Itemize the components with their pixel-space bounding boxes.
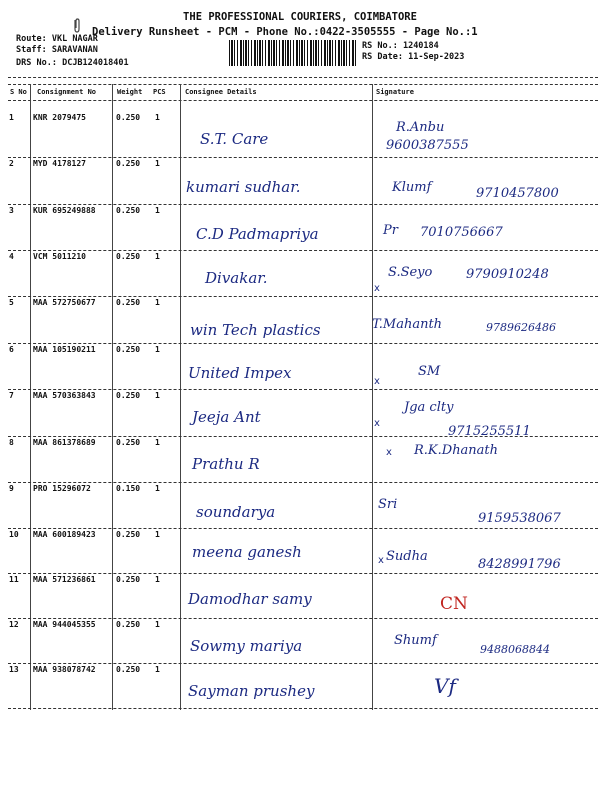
tick-mark: x [378, 555, 384, 566]
table-row [0, 433, 600, 479]
tick-mark: x [386, 447, 392, 458]
row-pcs: 1 [155, 298, 160, 307]
consignee-handwriting: meena ganesh [192, 543, 302, 561]
row-sno: 10 [9, 530, 19, 539]
header-divider [8, 77, 598, 78]
consignee-handwriting: Prathu R [192, 455, 260, 473]
consignee-handwriting: Divakar. [205, 269, 268, 287]
row-pcs: 1 [155, 159, 160, 168]
column-header-consignment: Consignment No [37, 88, 97, 96]
phone-handwriting: 9790910248 [466, 267, 549, 282]
row-consignment-no: MAA 105190211 [33, 345, 96, 354]
consignee-handwriting: C.D Padmapriya [196, 225, 319, 243]
rs-date-label: RS Date: [362, 52, 403, 62]
row-consignment-no: KUR 695249888 [33, 206, 96, 215]
runsheet-title: Delivery Runsheet - PCM - Phone No.:0422-3505555 - Page No.:1 [92, 26, 478, 38]
signature-handwriting: Sudha [386, 549, 428, 564]
row-weight: 0.250 [116, 575, 141, 584]
phone-handwriting: 9600387555 [386, 138, 469, 153]
consignee-handwriting: United Impex [188, 364, 292, 382]
row-sno: 6 [9, 345, 14, 354]
row-weight: 0.250 [116, 298, 141, 307]
row-sno: 13 [9, 665, 19, 674]
row-weight: 0.250 [116, 438, 141, 447]
consignee-handwriting: S.T. Care [200, 130, 269, 148]
signature-handwriting: CN [440, 594, 468, 614]
phone-handwriting: 7010756667 [420, 225, 503, 240]
row-weight: 0.250 [116, 159, 141, 168]
row-pcs: 1 [155, 252, 160, 261]
consignee-handwriting: win Tech plastics [190, 321, 321, 339]
row-consignment-no: MYD 4178127 [33, 159, 86, 168]
column-header-pcs: PCS [153, 88, 166, 96]
table-row [0, 479, 600, 525]
phone-handwriting: 9715255511 [448, 424, 531, 439]
consignee-handwriting: soundarya [196, 503, 276, 521]
column-header-signature: Signature [376, 88, 414, 96]
row-weight: 0.250 [116, 391, 141, 400]
row-sno: 5 [9, 298, 14, 307]
consignee-handwriting: kumari sudhar. [186, 178, 301, 196]
row-pcs: 1 [155, 530, 160, 539]
drs-value: DCJB124018401 [62, 58, 129, 68]
table-row [0, 570, 600, 616]
signature-handwriting: T.Mahanth [372, 317, 443, 332]
row-weight: 0.250 [116, 206, 141, 215]
signature-handwriting: Shumf [394, 633, 437, 648]
row-sno: 11 [9, 575, 19, 584]
drs-line [16, 58, 129, 68]
tick-mark: x [374, 283, 380, 294]
row-sno: 8 [9, 438, 14, 447]
table-row [0, 386, 600, 439]
tick-mark: x [374, 418, 380, 429]
signature-handwriting: Jga clty [404, 400, 454, 415]
staff-line [16, 45, 98, 55]
row-sno: 9 [9, 484, 14, 493]
consignee-handwriting: Sowmy mariya [190, 637, 303, 655]
row-pcs: 1 [155, 438, 160, 447]
signature-handwriting: Vf [434, 674, 456, 698]
route-value: VKL NAGAR [51, 34, 98, 44]
drs-label: DRS No.: [16, 58, 57, 68]
rs-no-label: RS No.: [362, 41, 398, 51]
row-weight: 0.250 [116, 620, 141, 629]
row-pcs: 1 [155, 575, 160, 584]
row-pcs: 1 [155, 391, 160, 400]
table-row [0, 525, 600, 571]
row-pcs: 1 [155, 620, 160, 629]
column-header-sno: S No [10, 88, 27, 96]
row-sno: 3 [9, 206, 14, 215]
signature-handwriting: Klumf [392, 180, 432, 195]
rs-date-line [362, 52, 464, 62]
phone-handwriting: 9159538067 [478, 511, 561, 526]
row-consignment-no: MAA 570363843 [33, 391, 96, 400]
phone-handwriting: 9488068844 [480, 643, 550, 656]
table-row [0, 660, 600, 706]
row-consignment-no: MAA 571236861 [33, 575, 96, 584]
signature-handwriting: R.Anbu [396, 120, 445, 135]
phone-handwriting: 9789626486 [486, 321, 556, 334]
consignee-handwriting: Jeeja Ant [192, 408, 261, 426]
signature-handwriting: Pr [383, 223, 398, 238]
row-consignment-no: MAA 572750677 [33, 298, 96, 307]
row-divider [8, 708, 598, 709]
staff-label: Staff: [16, 45, 47, 55]
row-sno: 4 [9, 252, 14, 261]
row-pcs: 1 [155, 113, 160, 122]
phone-handwriting: 9710457800 [476, 186, 559, 201]
row-consignment-no: MAA 600189423 [33, 530, 96, 539]
tick-mark: x [374, 376, 380, 387]
signature-handwriting: S.Seyo [388, 265, 433, 280]
table-row [0, 293, 600, 339]
row-sno: 12 [9, 620, 19, 629]
rs-date-value: 11-Sep-2023 [408, 52, 465, 62]
table-row [0, 201, 600, 247]
row-sno: 2 [9, 159, 14, 168]
row-consignment-no: KNR 2079475 [33, 113, 86, 122]
row-consignment-no: MAA 944045355 [33, 620, 96, 629]
table-row [0, 615, 600, 661]
row-weight: 0.250 [116, 113, 141, 122]
staff-value: SARAVANAN [51, 45, 98, 55]
column-header-divider [8, 100, 598, 101]
row-pcs: 1 [155, 345, 160, 354]
row-weight: 0.250 [116, 252, 141, 261]
row-sno: 7 [9, 391, 14, 400]
row-consignment-no: MAA 938078742 [33, 665, 96, 674]
header-divider [8, 84, 598, 85]
column-header-consignee: Consignee Details [185, 88, 257, 96]
row-sno: 1 [9, 113, 14, 122]
row-weight: 0.250 [116, 345, 141, 354]
route-line [16, 34, 98, 44]
table-row [0, 108, 600, 154]
row-weight: 0.250 [116, 530, 141, 539]
company-name: THE PROFESSIONAL COURIERS, COIMBATORE [183, 11, 417, 23]
row-consignment-no: PRO 15296072 [33, 484, 91, 493]
column-header-weight: Weight [117, 88, 143, 96]
signature-handwriting: Sri [378, 497, 398, 512]
phone-handwriting: 8428991796 [478, 557, 561, 572]
row-consignment-no: VCM 5011210 [33, 252, 86, 261]
signature-handwriting: R.K.Dhanath [414, 443, 499, 458]
table-row [0, 154, 600, 200]
table-row [0, 340, 600, 386]
row-pcs: 1 [155, 484, 160, 493]
row-weight: 0.250 [116, 665, 141, 674]
rs-no-value: 1240184 [402, 41, 439, 51]
row-weight: 0.150 [116, 484, 141, 493]
row-pcs: 1 [155, 665, 160, 674]
row-pcs: 1 [155, 206, 160, 215]
route-label: Route: [16, 34, 47, 44]
signature-handwriting: SM [418, 364, 441, 379]
consignee-handwriting: Damodhar samy [188, 590, 312, 608]
rs-no-line [362, 41, 439, 51]
barcode [229, 40, 357, 66]
consignee-handwriting: Sayman prushey [188, 682, 315, 700]
table-row [0, 247, 600, 293]
row-consignment-no: MAA 861378689 [33, 438, 96, 447]
